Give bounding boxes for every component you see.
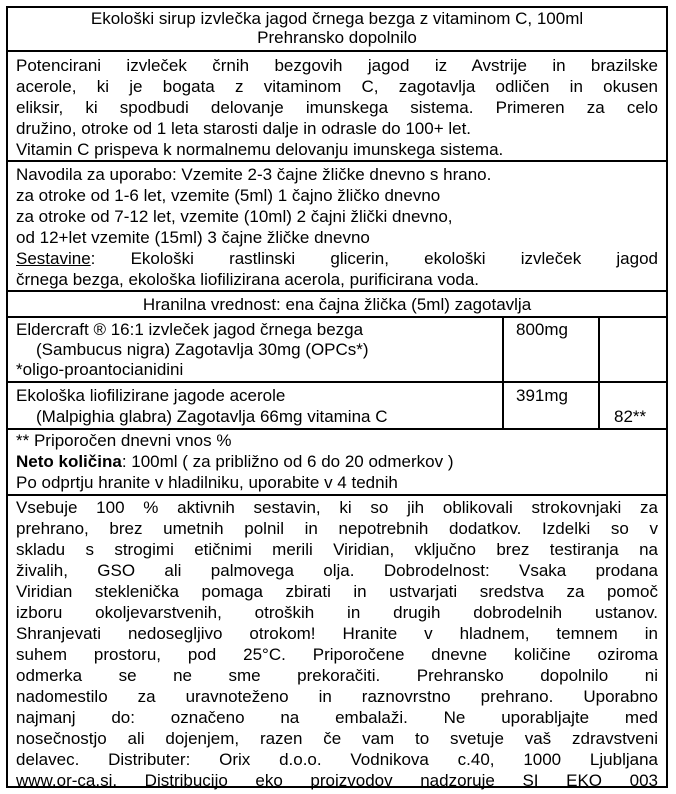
info-line: nosečnostjo ali dojenjem, razen če vam to svetuje vaš zdravstveni	[16, 729, 658, 748]
ingredient-amount: 391mg	[516, 386, 568, 405]
info-line: Shranjevati nedosegljivo otrokom! Hranite v hladnem, temnem in	[16, 624, 658, 643]
ingredient-rda: 82**	[614, 407, 647, 426]
storage-note: Po odprtju hranite v hladilniku, uporabite v 4 tednih	[16, 473, 398, 492]
ingredient-amount: 800mg	[516, 320, 568, 339]
info-line: Vsebuje 100 % aktivnih sestavin, ki so jih oblikovali strokovnjaki za	[16, 498, 658, 517]
ingredient-name: *oligo-proantocianidini	[16, 360, 184, 379]
product-label	[6, 6, 668, 788]
directions-line: za otroke od 1-6 let, vzemite (5ml) 1 čajno žličko dnevno	[16, 186, 441, 205]
info-line: živalih, GSO ali palmovega olja. Dobrodelnost: Vsaka prodana	[16, 561, 658, 580]
description-section	[8, 52, 666, 162]
info-line: najmanj do: označeno na embalaži. Ne uporabljajte med	[16, 708, 658, 727]
ingredients-text: : Ekološki rastlinski glicerin, ekološki izvleček jagod	[90, 249, 658, 268]
nutrition-table	[8, 318, 666, 430]
directions-line: Navodila za uporabo: Vzemite 2-3 čajne žličke dnevno s hrano.	[16, 165, 492, 184]
description-line: družino, otroke od 1 leta starosti dalje in odrasle do 100+ let.	[16, 119, 472, 138]
nutrition-title: Hranilna vrednost: ena čajna žlička (5ml) zagotavlja	[142, 295, 532, 314]
description-line: Potencirani izvleček črnih bezgovih jagod iz Avstrije in brazilske	[16, 56, 658, 75]
ingredients-label: Sestavine	[16, 249, 91, 268]
info-line: odmerka se ne sme prekoračiti. Prehransko dopolnilo ni	[16, 666, 658, 685]
net-quantity-label: Neto količina	[16, 452, 122, 471]
nutrition-header	[8, 292, 666, 318]
ingredient-name: (Malpighia glabra) Zagotavlja 66mg vitamina C	[36, 407, 388, 426]
description-line: Vitamin C prispeva k normalnemu delovanju imunskega sistema.	[16, 140, 504, 159]
column-divider	[502, 318, 504, 428]
ingredients-line	[16, 249, 658, 268]
net-quantity	[16, 452, 658, 471]
ingredient-name: Ekološka liofilizirane jagode acerole	[16, 386, 286, 405]
ingredient-name: (Sambucus nigra) Zagotavlja 30mg (OPCs*)	[36, 340, 369, 359]
description-line: eliksir, ki spodbudi delovanje imunskega sistema. Primeren za celo	[16, 98, 658, 117]
info-line: nadomestilo za uravnoteženo in raznovrstno prehrano. Uporabno	[16, 687, 658, 706]
net-quantity-value: : 100ml ( za približno od 6 do 20 odmerkov )	[121, 452, 454, 471]
row-divider	[8, 381, 666, 383]
column-divider	[598, 318, 600, 428]
info-line: www.or-ca.si. Distribucijo eko proizvodov nadzoruje SI EKO 003	[16, 771, 658, 790]
info-section	[8, 496, 666, 790]
product-subtitle: Prehransko dopolnilo	[257, 28, 417, 47]
ingredients-line: črnega bezga, ekološka liofilizirana acerola, purificirana voda.	[16, 270, 480, 289]
info-line: suhem prostoru, pod 25°C. Priporočene dnevne količine oziroma	[16, 645, 658, 664]
directions-section	[8, 162, 666, 292]
quantity-section	[8, 430, 666, 496]
directions-line: od 12+let vzemite (15ml) 3 čajne žličke dnevno	[16, 228, 370, 247]
info-line: Viridian steklenička pomaga zbirati in ustvarjati sredstva za pomoč	[16, 582, 658, 601]
info-line: prehrano, brez umetnih polnil in nepotrebnih dodatkov. Izdelki so v	[16, 519, 658, 538]
directions-line: za otroke od 7-12 let, vzemite (10ml) 2 čajni žlički dnevno,	[16, 207, 453, 226]
label-header	[8, 8, 666, 52]
info-line: skladu s strogimi etičnimi merili Viridian, vključno brez testiranja na	[16, 540, 658, 559]
product-title: Ekološki sirup izvlečka jagod črnega bezga z vitaminom C, 100ml	[90, 9, 584, 28]
ingredient-name: Eldercraft ® 16:1 izvleček jagod črnega bezga	[16, 320, 364, 339]
info-line: delavec. Distributer: Orix d.o.o. Vodnikova c.40, 1000 Ljubljana	[16, 750, 658, 769]
footnote: ** Priporočen dnevni vnos %	[16, 431, 232, 450]
info-line: izboru okoljevarstvenih, otroških in drugih dobrodelnih ustanov.	[16, 603, 658, 622]
description-line: acerole, ki je bogata z vitaminom C, zagotavlja odličen in okusen	[16, 77, 658, 96]
